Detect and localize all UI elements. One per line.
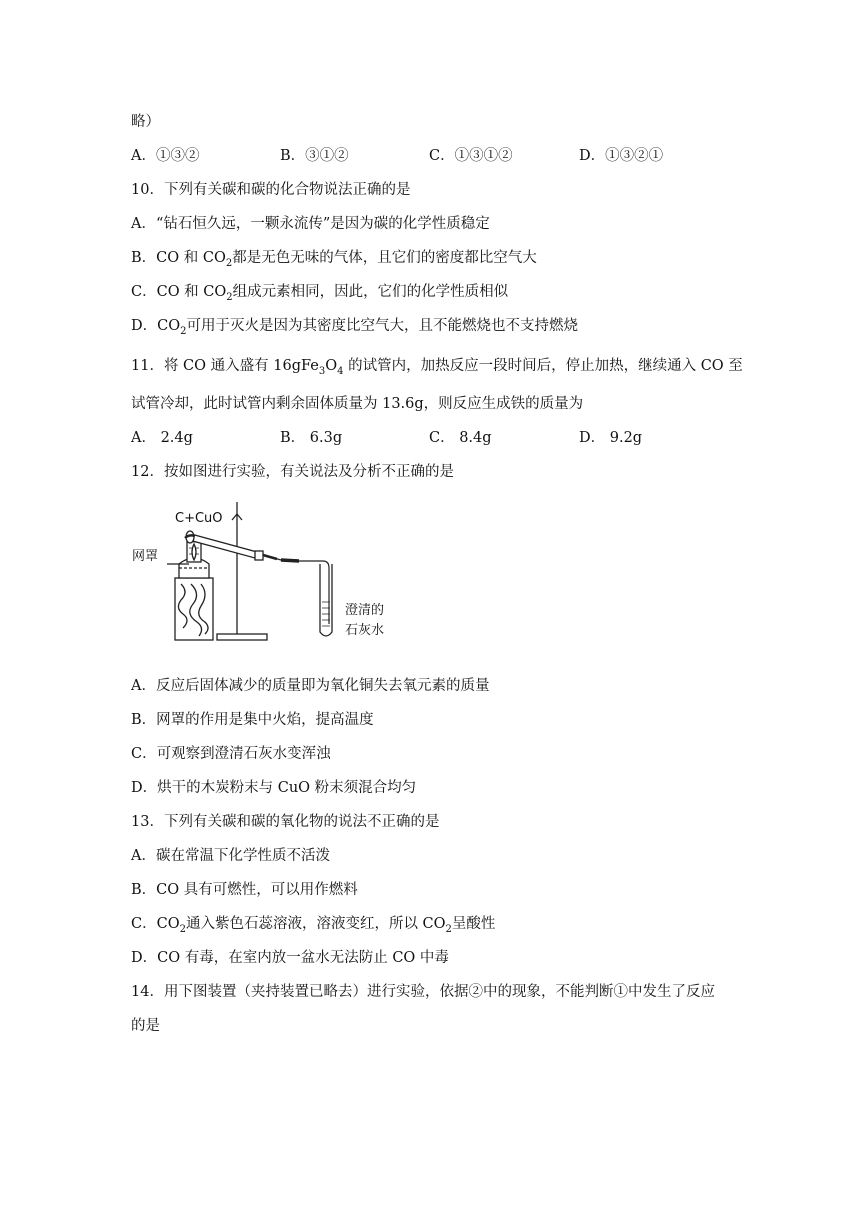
q13-option-c: C．$CO_2$通入紫色石蕊溶液，溶液变红，所以 $CO_2$呈酸性 (131, 916, 496, 935)
q9-option-b: B．③①② (280, 148, 349, 164)
q9-option-d: D．①③②① (579, 148, 664, 164)
q12-option-d: D．烘干的木炭粉末与 CuO 粉末须混合均匀 (131, 780, 417, 796)
q11-option-c: C． 8.4g (429, 430, 492, 446)
q10-option-c: C．CO 和 $CO_2$组成元素相同，因此，它们的化学性质相似 (131, 284, 509, 303)
q13-option-b: B．CO 具有可燃性，可以用作燃料 (131, 882, 358, 898)
figure-label-limewater-1: 澄清的 (345, 603, 385, 618)
q12-option-c: C．可观察到澄清石灰水变浑浊 (131, 746, 331, 762)
q14-stem-line1: 14．用下图装置（夹持装置已略去）进行实验，依据②中的现象，不能判断①中发生了反应 (131, 984, 715, 1000)
figure-label-limewater-2: 石灰水 (345, 623, 385, 638)
q13-option-a: A．碳在常温下化学性质不活泼 (131, 848, 330, 864)
q10-option-a: A．“钻石恒久远，一颗永流传”是因为碳的化学性质稳定 (131, 216, 490, 232)
q13-option-d: D．CO 有毒，在室内放一盆水无法防止 CO 中毒 (131, 950, 449, 966)
q14-stem-line2: 的是 (131, 1018, 160, 1034)
q11-stem-line1: 11．将 CO 通入盛有 $16gFe_3O_4$ 的试管内，加热反应一段时间后，停止加热，继续通入 CO 至 (131, 358, 743, 377)
figure-label-net-cover: 网罩 (132, 549, 159, 564)
figure-label-reactants: C+CuO (175, 511, 223, 526)
q11-option-a: A． 2.4g (131, 430, 193, 446)
q11-option-b: B． 6.3g (280, 430, 343, 446)
q11-stem-line2: 试管冷却，此时试管内剩余固体质量为 13.6g，则反应生成铁的质量为 (131, 396, 584, 412)
q10-option-b: B．CO 和 $CO_2$都是无色无味的气体，且它们的密度都比空气大 (131, 250, 537, 269)
q13-stem: 13．下列有关碳和碳的氧化物的说法不正确的是 (131, 814, 440, 830)
q10-option-d: D．$CO_2$可用于灭火是因为其密度比空气大，且不能燃烧也不支持燃烧 (131, 318, 578, 337)
q11-option-d: D． 9.2g (579, 430, 643, 446)
q9-option-c: C．①③①② (429, 148, 513, 164)
q12-stem: 12．按如图进行实验，有关说法及分析不正确的是 (131, 464, 454, 480)
continuation-text: 略） (131, 114, 160, 130)
q10-stem: 10．下列有关碳和碳的化合物说法正确的是 (131, 182, 411, 198)
q12-option-a: A．反应后固体减少的质量即为氧化铜失去氧元素的质量 (131, 678, 490, 694)
experiment-apparatus-figure (131, 498, 421, 648)
q12-option-b: B．网罩的作用是集中火焰，提高温度 (131, 712, 374, 728)
q9-option-a: A．①③② (131, 148, 200, 164)
